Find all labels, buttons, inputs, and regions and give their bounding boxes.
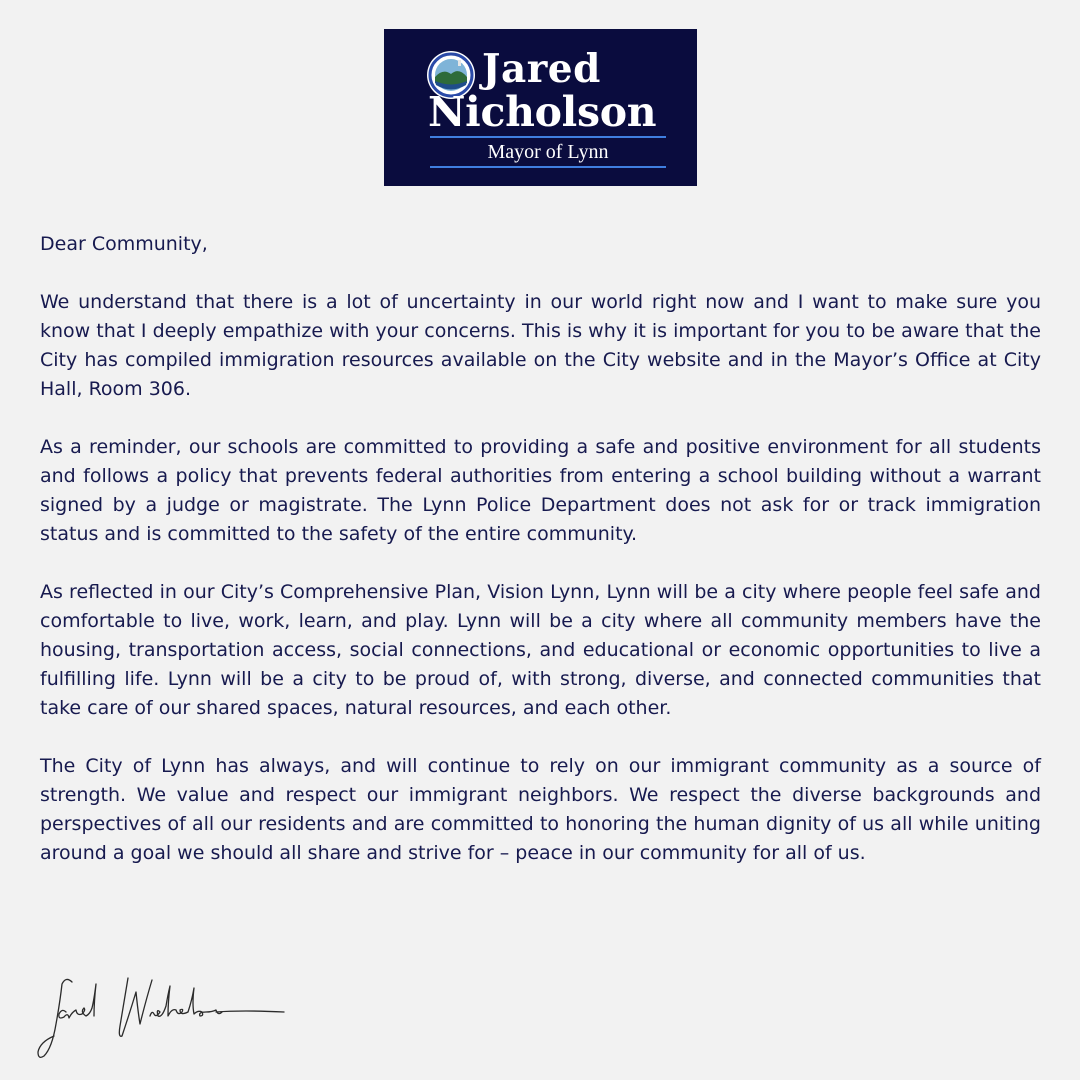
- campaign-logo: [384, 29, 697, 186]
- letter-paragraph-resources: We understand that there is a lot of uncertainty in our world right now and I want to make sure you know that I deeply empathize with your concerns. This is why it is important for you to be aware that the City has compiled immigration resources available on the City website and in the Mayor’s Office at City Hall, Room 306.: [40, 291, 1041, 400]
- logo-subtitle: Mayor of Lynn: [487, 141, 609, 163]
- logo-first-name: Jared: [482, 46, 601, 92]
- logo-divider-top: [430, 136, 666, 138]
- letter-paragraph-community: The City of Lynn has always, and will continue to rely on our immigrant community as a source of strength. We value and respect our immigrant neighbors. We respect the diverse backgrounds and perspectives of all our residents and are committed to honoring the human dignity of us all while uniting around a goal we should all share and strive for – peace in our community for all of us.: [40, 755, 1041, 864]
- logo-divider-bottom: [430, 166, 666, 168]
- letter-body: [40, 230, 1041, 897]
- letter-paragraph-schools: As a reminder, our schools are committed to providing a safe and positive environment for all students and follows a policy that prevents federal authorities from entering a school building without a warrant signed by a judge or magistrate. The Lynn Police Department does not ask for or track immigration status and is committed to the safety of the entire community.: [40, 436, 1041, 545]
- handwritten-signature: [32, 972, 292, 1064]
- letter-paragraph-vision: As reflected in our City’s Comprehensive Plan, Vision Lynn, Lynn will be a city where people feel safe and comfortable to live, work, learn, and play. Lynn will be a city where all community members have the housing, transportation access, social connections, and educational or economic opportunities to live a fulfilling life. Lynn will be a city to be proud of, with strong, diverse, and connected communities that take care of our shared spaces, natural resources, and each other.: [40, 581, 1041, 719]
- logo-last-name: Nicholson: [428, 88, 657, 136]
- letter-greeting: Dear Community,: [40, 233, 208, 255]
